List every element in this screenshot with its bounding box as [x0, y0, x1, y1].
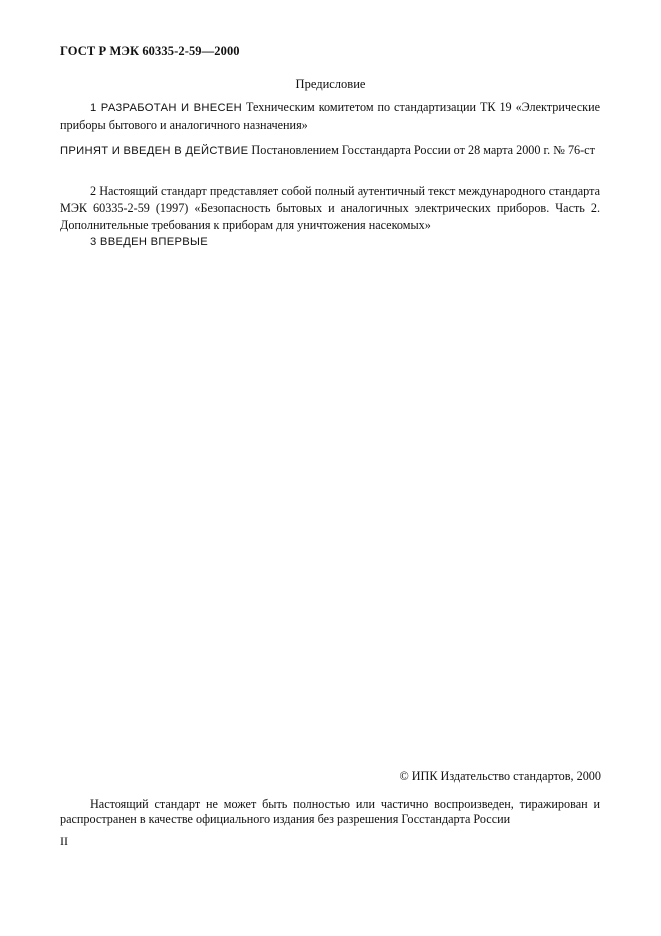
foreword-title: Предисловие	[295, 77, 366, 91]
foreword-item-1b	[60, 142, 600, 160]
item-3-caps: 3 ВВЕДЕН ВПЕРВЫЕ	[90, 236, 208, 248]
foreword-item-1	[60, 99, 600, 134]
copyright-line: © ИПК Издательство стандартов, 2000	[399, 769, 601, 783]
item-1b-caps: ПРИНЯТ И ВВЕДЕН В ДЕЙСТВИЕ	[60, 145, 249, 157]
item-1-text: Техническим комитетом по стандартизации ТК 19 «Электрические приборы бытового и аналогичного назначения»	[60, 100, 600, 132]
page-number: II	[60, 834, 68, 848]
foreword-item-3	[60, 233, 600, 251]
item-1b-text: Постановлением Госстандарта России от 28 марта 2000 г. № 76-ст	[248, 143, 595, 157]
item-1-caps: 1 РАЗРАБОТАН И ВНЕСЕН	[90, 102, 243, 114]
reproduction-notice: Настоящий стандарт не может быть полностью или частично воспроизведен, тиражирован и распространен в качестве официального издания без разрешения Госстандарта России	[60, 797, 600, 826]
document-code-header: ГОСТ Р МЭК 60335-2-59—2000	[60, 44, 240, 58]
foreword-item-2: 2 Настоящий стандарт представляет собой полный аутентичный текст международного стандарта МЭК 60335-2-59 (1997) «Безопасность бытовых и аналогичных электрических приборов. Часть 2. Дополнительные требования к приборам для уничтожения насекомых»	[60, 184, 600, 232]
